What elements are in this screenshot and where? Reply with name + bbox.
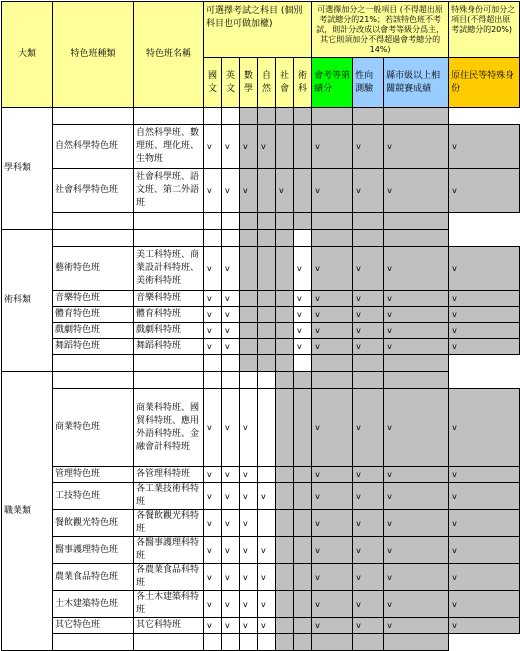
spacer-cell	[53, 372, 134, 389]
table-row	[2, 169, 520, 213]
bonus-check-cell: v	[353, 291, 384, 307]
bonus-check-cell: v	[384, 323, 449, 339]
subject-check-cell: v	[240, 564, 258, 591]
spacer-cell	[384, 213, 449, 230]
class-type-cell: 社會科學特色班	[53, 169, 134, 213]
spacer-cell	[53, 355, 134, 372]
subject-check-cell	[240, 307, 258, 323]
subject-check-cell: v	[204, 323, 222, 339]
table-row	[2, 618, 520, 634]
subject-check-cell	[276, 339, 294, 355]
bonus-check-cell: v	[353, 467, 384, 483]
spacer-cell	[53, 213, 134, 230]
bonus-check-cell: v	[312, 169, 353, 213]
class-type-cell: 管理特色班	[53, 467, 134, 483]
subject-check-cell	[276, 618, 294, 634]
table-row	[2, 510, 520, 537]
header-special-identity: 特殊身份可加分之項目(不得超出原考試總分的20%)	[449, 2, 520, 58]
class-name-cell: 各管理科特班	[134, 467, 204, 483]
subject-check-cell: v	[204, 125, 222, 169]
bonus-check-cell: v	[353, 483, 384, 510]
subject-check-cell	[258, 510, 276, 537]
table-row	[2, 591, 520, 618]
spacer-cell	[204, 108, 222, 125]
subject-check-cell: v	[240, 467, 258, 483]
bonus-check-cell: v	[312, 510, 353, 537]
subject-check-cell	[258, 307, 276, 323]
class-type-cell: 餐飲觀光特色班	[53, 510, 134, 537]
spacer-cell	[204, 230, 222, 247]
spacer-cell	[294, 230, 312, 247]
spacer-cell	[276, 355, 294, 372]
spacer-cell	[240, 230, 258, 247]
bonus-check-cell: v	[312, 389, 353, 467]
subject-check-cell: v	[222, 323, 240, 339]
bonus-check-cell: v	[384, 591, 449, 618]
subject-check-cell: v	[240, 483, 258, 510]
table-row	[2, 467, 520, 483]
spacer-row	[2, 372, 520, 389]
class-type-cell: 醫事護理特色班	[53, 537, 134, 564]
special-check-cell: v	[449, 591, 520, 618]
subject-check-cell	[294, 125, 312, 169]
class-name-cell: 其它科特班	[134, 618, 204, 634]
subject-check-cell	[276, 247, 294, 291]
class-name-cell: 各土木建築科特班	[134, 591, 204, 618]
bonus-check-cell: v	[384, 483, 449, 510]
subject-check-cell: v	[240, 169, 258, 213]
bonus-check-cell: v	[312, 467, 353, 483]
subject-check-cell	[276, 125, 294, 169]
spacer-cell	[276, 634, 294, 651]
bonus-check-cell: v	[353, 247, 384, 291]
subject-check-cell: v	[222, 537, 240, 564]
spacer-cell	[353, 634, 384, 651]
subject-check-cell: v	[222, 307, 240, 323]
subject-check-cell: v	[258, 125, 276, 169]
spacer-cell	[294, 213, 312, 230]
subject-check-cell: v	[240, 389, 258, 467]
spacer-cell	[276, 108, 294, 125]
bonus-check-cell: v	[312, 339, 353, 355]
subject-check-cell	[294, 389, 312, 467]
class-type-cell: 藝術特色班	[53, 247, 134, 291]
spacer-cell	[204, 372, 222, 389]
subject-check-cell	[258, 169, 276, 213]
subject-check-cell: v	[204, 389, 222, 467]
class-name-cell: 美工科特班、商業設計科特班、美術科特班	[134, 247, 204, 291]
spacer-cell	[258, 230, 276, 247]
special-check-cell: v	[449, 339, 520, 355]
header-subject-social: 社會	[276, 58, 294, 108]
subject-check-cell: v	[240, 591, 258, 618]
spacer-row	[2, 634, 520, 651]
special-check-cell: v	[449, 618, 520, 634]
subject-check-cell	[276, 591, 294, 618]
table-row	[2, 323, 520, 339]
spacer-cell	[312, 230, 353, 247]
subject-check-cell	[294, 483, 312, 510]
subject-check-cell: v	[204, 307, 222, 323]
spacer-row	[2, 230, 520, 247]
bonus-check-cell: v	[353, 564, 384, 591]
subject-check-cell: v	[294, 323, 312, 339]
spacer-cell	[134, 355, 204, 372]
spacer-cell	[312, 108, 353, 125]
bonus-check-cell: v	[312, 537, 353, 564]
subject-check-cell: v	[258, 564, 276, 591]
subject-check-cell: v	[240, 125, 258, 169]
special-check-cell: v	[449, 467, 520, 483]
bonus-check-cell: v	[353, 510, 384, 537]
table-row	[2, 564, 520, 591]
spacer-cell	[240, 355, 258, 372]
subject-check-cell	[276, 510, 294, 537]
subject-check-cell: v	[204, 247, 222, 291]
subject-check-cell	[258, 323, 276, 339]
spacer-cell	[240, 634, 258, 651]
spacer-cell	[222, 634, 240, 651]
subject-check-cell	[294, 537, 312, 564]
subject-check-cell	[276, 483, 294, 510]
bonus-check-cell: v	[353, 591, 384, 618]
subject-check-cell: v	[294, 339, 312, 355]
bonus-check-cell: v	[312, 483, 353, 510]
subject-check-cell: v	[240, 618, 258, 634]
spacer-cell	[258, 213, 276, 230]
subject-check-cell	[240, 323, 258, 339]
class-name-cell: 音樂科特班	[134, 291, 204, 307]
bonus-check-cell: v	[353, 323, 384, 339]
subject-check-cell: v	[204, 591, 222, 618]
header-category: 大類	[2, 2, 53, 108]
spacer-row	[2, 108, 520, 125]
class-name-cell: 各餐飲觀光科特班	[134, 510, 204, 537]
subject-check-cell: v	[276, 169, 294, 213]
subject-check-cell	[276, 467, 294, 483]
spacer-cell	[384, 372, 449, 389]
special-check-cell: v	[449, 169, 520, 213]
table-row	[2, 483, 520, 510]
subject-check-cell	[258, 247, 276, 291]
subject-check-cell: v	[204, 291, 222, 307]
spacer-cell	[384, 355, 449, 372]
subject-check-cell: v	[204, 483, 222, 510]
header-bonus-items: 可選擇加分之一般項目 (不得超出原考試總分的21%；若該特色班不考試，則計分改成以會考等級分爲主，其它則須加分不得超過會考總分的14%)	[312, 2, 449, 58]
header-subject-math: 數學	[240, 58, 258, 108]
spacer-cell	[134, 634, 204, 651]
special-check-cell: v	[449, 389, 520, 467]
header-bonus-exam-grade: 會考等第績分	[312, 58, 353, 108]
spacer-cell	[294, 634, 312, 651]
spacer-cell	[204, 213, 222, 230]
class-type-cell: 音樂特色班	[53, 291, 134, 307]
spacer-cell	[240, 372, 258, 389]
subject-check-cell	[294, 564, 312, 591]
bonus-check-cell: v	[384, 618, 449, 634]
subject-check-cell: v	[204, 537, 222, 564]
class-name-cell: 自然科學班、數理班、理化班、生物班	[134, 125, 204, 169]
subject-check-cell: v	[222, 339, 240, 355]
spacer-cell	[312, 213, 353, 230]
spacer-cell	[353, 230, 384, 247]
header-special-indigenous: 原住民等特殊身份	[449, 58, 520, 108]
spacer-cell	[258, 108, 276, 125]
subject-check-cell	[240, 339, 258, 355]
class-type-cell: 土木建築特色班	[53, 591, 134, 618]
subject-check-cell: v	[222, 389, 240, 467]
spacer-cell	[294, 355, 312, 372]
spacer-cell	[312, 372, 353, 389]
special-check-cell: v	[449, 483, 520, 510]
category-cell: 學科類	[2, 108, 53, 230]
subject-check-cell	[258, 291, 276, 307]
class-type-cell: 戲劇特色班	[53, 323, 134, 339]
spacer-cell	[353, 108, 384, 125]
spacer-row	[2, 355, 520, 372]
admission-criteria-table	[1, 1, 520, 651]
bonus-check-cell: v	[353, 307, 384, 323]
spacer-cell	[134, 230, 204, 247]
subject-check-cell: v	[222, 247, 240, 291]
subject-check-cell: v	[204, 467, 222, 483]
bonus-check-cell: v	[312, 291, 353, 307]
bonus-check-cell: v	[312, 618, 353, 634]
class-type-cell: 工技特色班	[53, 483, 134, 510]
class-name-cell: 商業科特班、國貿科特班、應用外語科特班、金融會計科特班	[134, 389, 204, 467]
class-type-cell: 商業特色班	[53, 389, 134, 467]
spacer-cell	[384, 634, 449, 651]
class-name-cell: 各農業食品科特班	[134, 564, 204, 591]
spacer-row	[2, 213, 520, 230]
special-check-cell: v	[449, 537, 520, 564]
header-subject-english: 英文	[222, 58, 240, 108]
class-type-cell: 農業食品特色班	[53, 564, 134, 591]
header-exam-subjects: 可選擇考試之科目 (個別科目也可做加權)	[204, 2, 312, 58]
spacer-cell	[222, 355, 240, 372]
subject-check-cell	[294, 618, 312, 634]
bonus-check-cell: v	[384, 537, 449, 564]
subject-check-cell	[258, 389, 276, 467]
spacer-cell	[258, 355, 276, 372]
subject-check-cell: v	[294, 291, 312, 307]
spacer-cell	[276, 372, 294, 389]
bonus-check-cell: v	[353, 618, 384, 634]
subject-check-cell: v	[204, 564, 222, 591]
subject-check-cell	[276, 537, 294, 564]
bonus-check-cell: v	[312, 564, 353, 591]
category-cell: 職業類	[2, 372, 53, 651]
subject-check-cell: v	[222, 483, 240, 510]
table-row	[2, 125, 520, 169]
class-type-cell: 自然科學特色班	[53, 125, 134, 169]
spacer-cell	[276, 230, 294, 247]
bonus-check-cell: v	[312, 247, 353, 291]
subject-check-cell	[276, 291, 294, 307]
bonus-check-cell: v	[353, 125, 384, 169]
spacer-cell	[294, 108, 312, 125]
special-check-cell: v	[449, 291, 520, 307]
class-type-cell: 舞蹈特色班	[53, 339, 134, 355]
subject-check-cell: v	[222, 591, 240, 618]
spacer-cell	[353, 372, 384, 389]
subject-check-cell: v	[204, 339, 222, 355]
class-type-cell: 體育特色班	[53, 307, 134, 323]
header-subject-science: 自然	[258, 58, 276, 108]
subject-check-cell: v	[222, 564, 240, 591]
class-name-cell: 舞蹈科特班	[134, 339, 204, 355]
subject-check-cell	[294, 169, 312, 213]
spacer-cell	[312, 355, 353, 372]
spacer-cell	[353, 213, 384, 230]
bonus-check-cell: v	[353, 537, 384, 564]
spacer-cell	[222, 372, 240, 389]
subject-check-cell	[276, 323, 294, 339]
bonus-check-cell: v	[312, 323, 353, 339]
header-subject-chinese: 國文	[204, 58, 222, 108]
subject-check-cell: v	[222, 291, 240, 307]
bonus-check-cell: v	[384, 564, 449, 591]
bonus-check-cell: v	[384, 307, 449, 323]
table-body	[2, 108, 520, 651]
subject-check-cell	[240, 291, 258, 307]
spacer-cell	[240, 213, 258, 230]
spacer-cell	[222, 213, 240, 230]
subject-check-cell: v	[294, 307, 312, 323]
subject-check-cell	[240, 247, 258, 291]
table-row	[2, 247, 520, 291]
spacer-cell	[134, 372, 204, 389]
subject-check-cell	[276, 564, 294, 591]
class-name-cell: 戲劇科特班	[134, 323, 204, 339]
spacer-cell	[276, 213, 294, 230]
spacer-cell	[312, 634, 353, 651]
subject-check-cell: v	[204, 169, 222, 213]
bonus-check-cell: v	[384, 247, 449, 291]
spacer-cell	[222, 230, 240, 247]
subject-check-cell: v	[294, 247, 312, 291]
header-class-type: 特色班種類	[53, 2, 134, 108]
table-row	[2, 291, 520, 307]
bonus-check-cell: v	[353, 389, 384, 467]
spacer-cell	[258, 372, 276, 389]
spacer-cell	[53, 634, 134, 651]
bonus-check-cell: v	[384, 389, 449, 467]
bonus-check-cell: v	[384, 510, 449, 537]
spacer-cell	[240, 108, 258, 125]
subject-check-cell: v	[258, 483, 276, 510]
class-name-cell: 各工業技術科特班	[134, 483, 204, 510]
subject-check-cell: v	[240, 510, 258, 537]
header-bonus-competition: 縣市級以上相關競賽成績	[384, 58, 449, 108]
special-check-cell: v	[449, 125, 520, 169]
subject-check-cell	[258, 339, 276, 355]
spacer-cell	[384, 230, 449, 247]
table-row	[2, 307, 520, 323]
class-name-cell: 各醫事護理科特班	[134, 537, 204, 564]
bonus-check-cell: v	[384, 291, 449, 307]
special-check-cell: v	[449, 307, 520, 323]
subject-check-cell: v	[204, 510, 222, 537]
spacer-cell	[294, 372, 312, 389]
subject-check-cell: v	[258, 591, 276, 618]
special-check-cell: v	[449, 247, 520, 291]
subject-check-cell: v	[222, 510, 240, 537]
bonus-check-cell: v	[384, 467, 449, 483]
spacer-cell	[134, 213, 204, 230]
bonus-check-cell: v	[384, 339, 449, 355]
header-subject-skills: 術科	[294, 58, 312, 108]
spacer-cell	[53, 108, 134, 125]
special-check-cell: v	[449, 323, 520, 339]
subject-check-cell	[276, 389, 294, 467]
special-check-cell: v	[449, 510, 520, 537]
subject-check-cell	[276, 307, 294, 323]
subject-check-cell	[294, 591, 312, 618]
spacer-cell	[134, 108, 204, 125]
bonus-check-cell: v	[312, 125, 353, 169]
table-row	[2, 339, 520, 355]
spacer-cell	[222, 108, 240, 125]
subject-check-cell: v	[204, 618, 222, 634]
subject-check-cell: v	[258, 618, 276, 634]
subject-check-cell: v	[222, 125, 240, 169]
subject-check-cell	[294, 467, 312, 483]
bonus-check-cell: v	[353, 169, 384, 213]
table-row	[2, 537, 520, 564]
spacer-cell	[204, 355, 222, 372]
subject-check-cell: v	[222, 467, 240, 483]
subject-check-cell	[258, 467, 276, 483]
class-name-cell: 體育科特班	[134, 307, 204, 323]
subject-check-cell: v	[240, 537, 258, 564]
bonus-check-cell: v	[384, 169, 449, 213]
table-row	[2, 389, 520, 467]
spacer-cell	[384, 108, 449, 125]
spacer-cell	[53, 230, 134, 247]
special-check-cell: v	[449, 564, 520, 591]
spacer-cell	[258, 634, 276, 651]
bonus-check-cell: v	[312, 307, 353, 323]
class-name-cell: 社會科學班、語文班、第二外語班	[134, 169, 204, 213]
header-class-name: 特色班名稱	[134, 2, 204, 108]
subject-check-cell: v	[222, 618, 240, 634]
spacer-cell	[204, 634, 222, 651]
spacer-cell	[353, 355, 384, 372]
subject-check-cell: v	[258, 537, 276, 564]
subject-check-cell: v	[222, 169, 240, 213]
subject-check-cell	[294, 510, 312, 537]
bonus-check-cell: v	[384, 125, 449, 169]
category-cell: 術科類	[2, 230, 53, 372]
class-type-cell: 其它特色班	[53, 618, 134, 634]
bonus-check-cell: v	[312, 591, 353, 618]
bonus-check-cell: v	[353, 339, 384, 355]
header-bonus-aptitude: 性向測驗	[353, 58, 384, 108]
